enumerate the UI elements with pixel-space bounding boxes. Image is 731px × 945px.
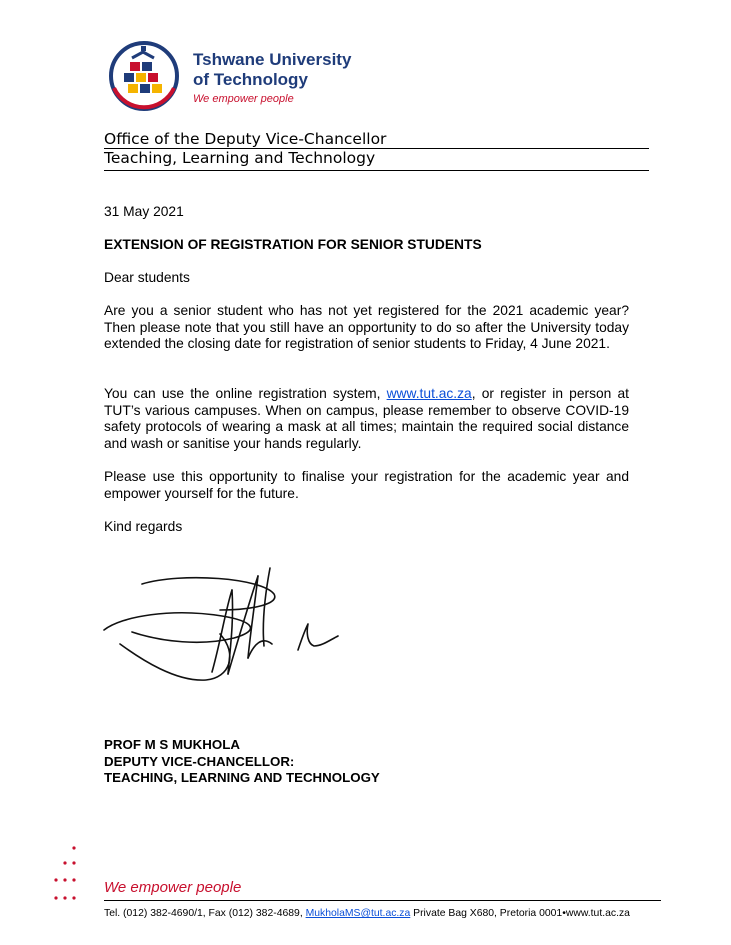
university-name-line1: Tshwane University xyxy=(193,50,352,69)
letter-subject: EXTENSION OF REGISTRATION FOR SENIOR STUDENTS xyxy=(104,237,482,252)
letter-paragraph-3: Please use this opportunity to finalise your registration for the academic year and empower yourself for the future. xyxy=(104,469,629,501)
footer-tagline: We empower people xyxy=(104,879,242,896)
signatory-block xyxy=(104,737,380,787)
university-name xyxy=(193,50,351,90)
handwritten-signature-icon xyxy=(102,564,342,694)
registration-website-link[interactable]: www.tut.ac.za xyxy=(386,386,472,401)
footer-dots-decoration-icon xyxy=(48,838,80,908)
signatory-title: DEPUTY VICE-CHANCELLOR: xyxy=(104,753,295,769)
letter-closing: Kind regards xyxy=(104,519,183,534)
paragraph-2-text-start: You can use the online registration system, xyxy=(104,386,387,401)
letter-date: 31 May 2021 xyxy=(104,204,184,219)
footer-contact-phone: Tel. (012) 382-4690/1, Fax (012) 382-4689, xyxy=(104,908,306,919)
letter-paragraph-1: Are you a senior student who has not yet registered for the 2021 academic year? Then please note that you still have an opportunity to do so after the University today extended the closing date for registration of senior students to Friday, 4 June 2021. xyxy=(104,303,629,352)
university-name-line2: of Technology xyxy=(193,70,308,89)
signatory-name: PROF M S MUKHOLA xyxy=(104,737,240,752)
office-title: Office of the Deputy Vice-Chancellor xyxy=(104,130,387,148)
signatory-portfolio: TEACHING, LEARNING AND TECHNOLOGY xyxy=(104,770,380,786)
footer-contact-info xyxy=(104,908,630,919)
footer-email-link[interactable]: MukholaMS@tut.ac.za xyxy=(305,908,411,919)
header-divider-bottom xyxy=(104,170,649,171)
office-subtitle: Teaching, Learning and Technology xyxy=(104,149,376,167)
paragraph-2-text-end: , or register in person at TUT’s various campuses. When on campus, please remember to observe COVID-19 safety protocols of wearing a mask at all times; maintain the required social distance and wash or sanitise your hands regularly. xyxy=(104,386,629,451)
header-tagline: We empower people xyxy=(193,93,294,105)
footer-divider xyxy=(104,900,661,901)
footer-contact-address: Private Bag X680, Pretoria 0001•www.tut.ac.za xyxy=(410,908,630,919)
tut-logo-icon xyxy=(104,36,190,112)
letter-salutation: Dear students xyxy=(104,270,190,285)
letter-paragraph-2 xyxy=(104,386,629,452)
